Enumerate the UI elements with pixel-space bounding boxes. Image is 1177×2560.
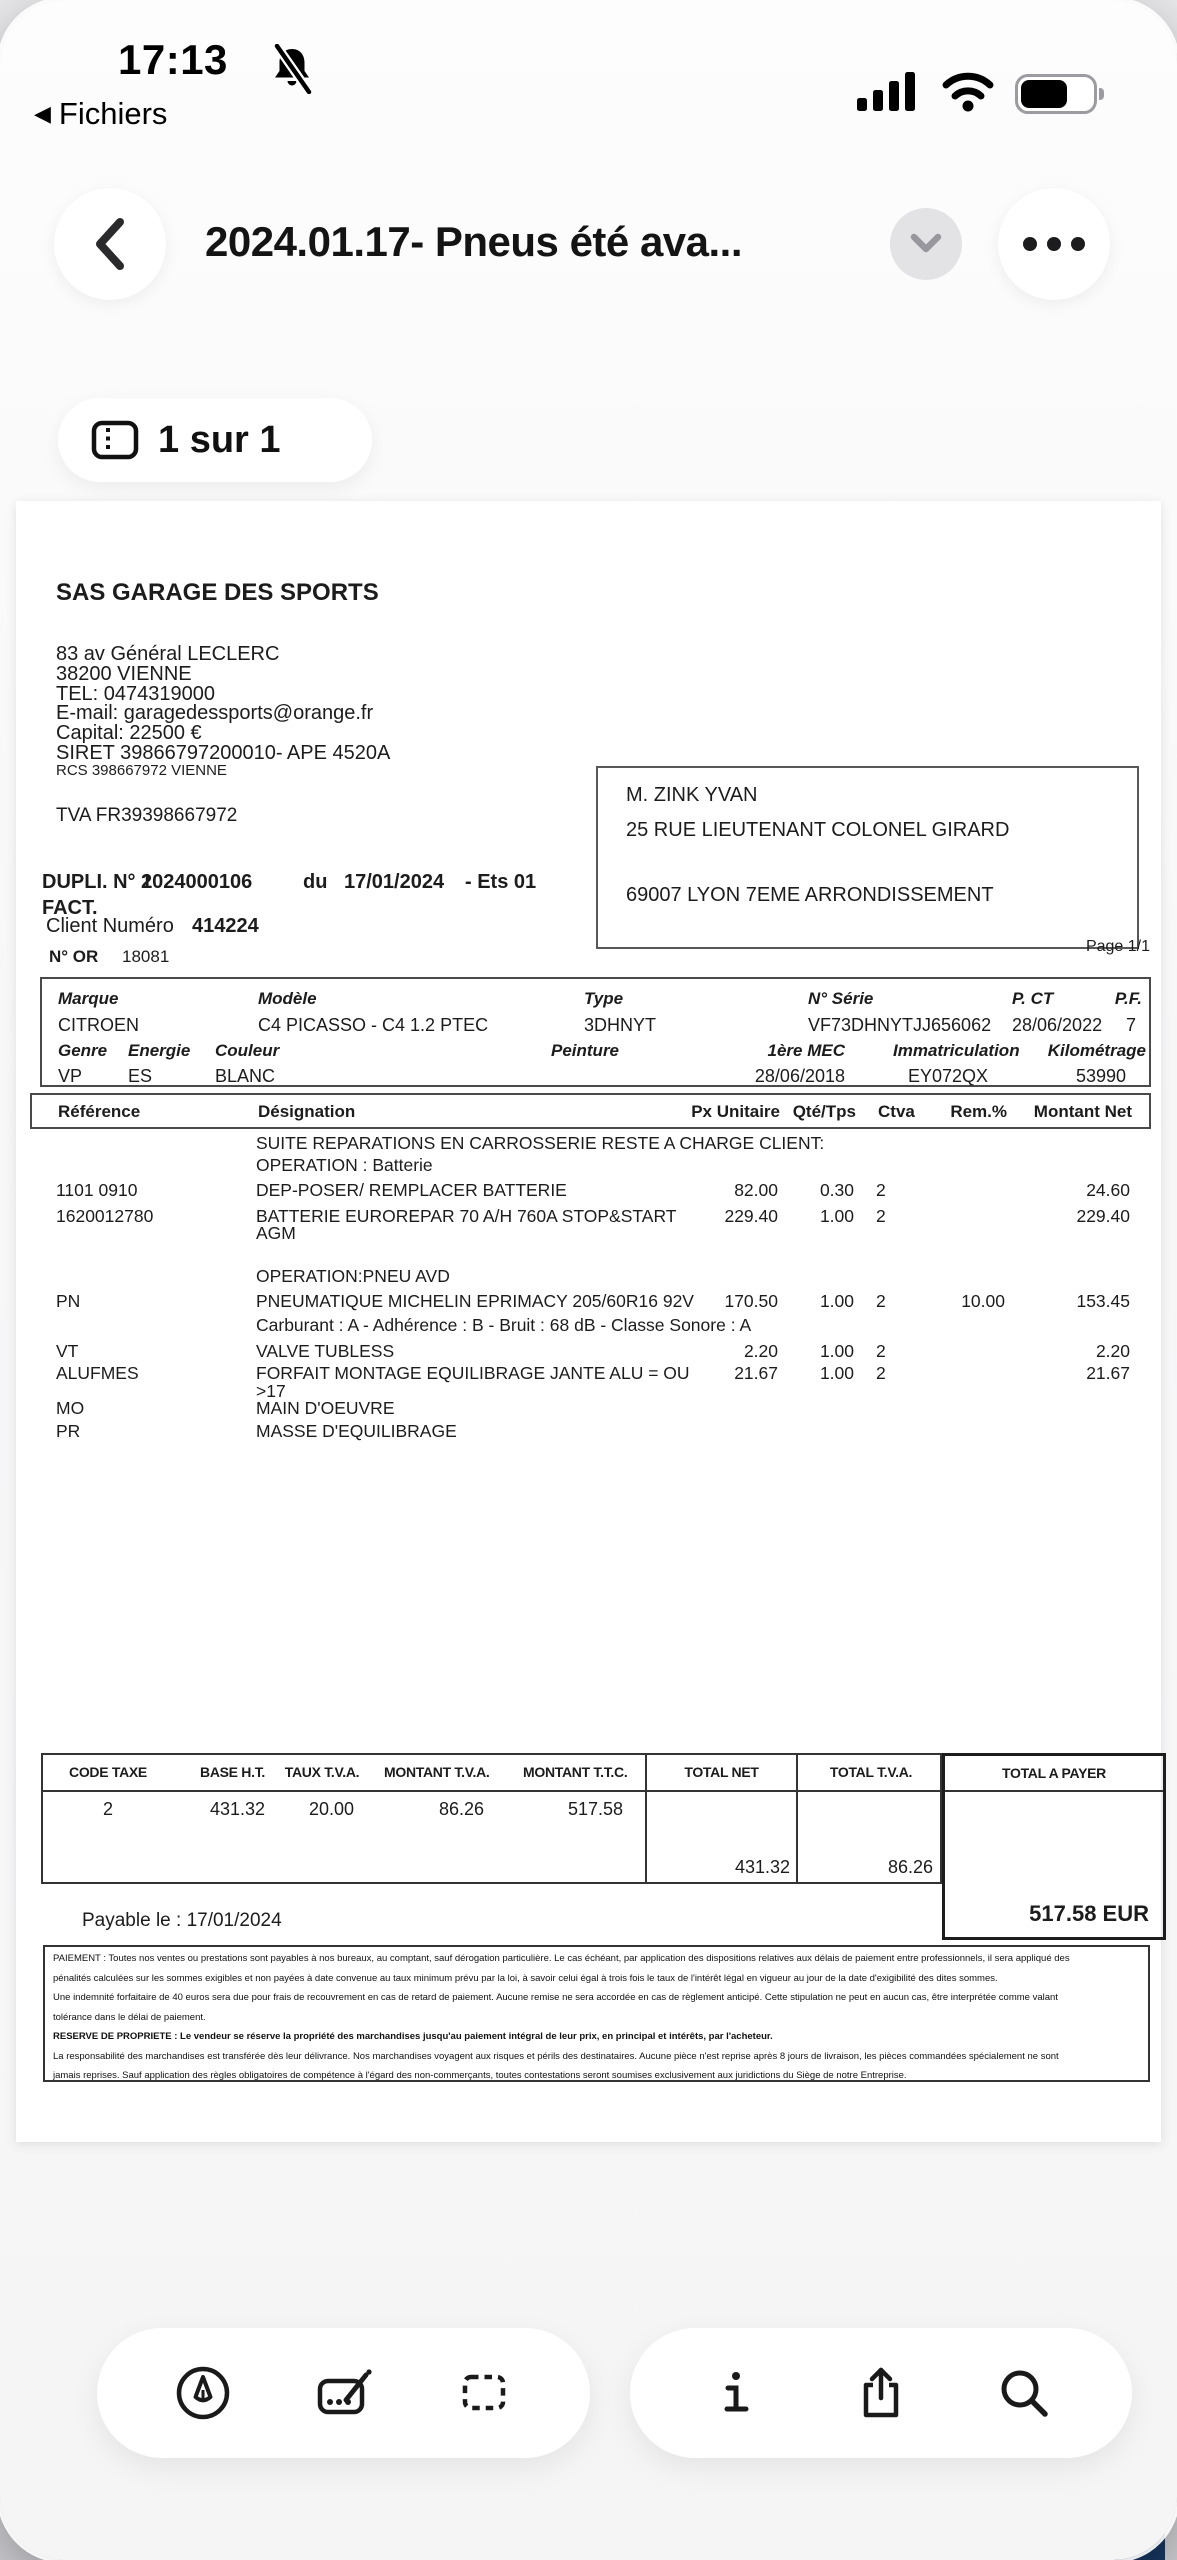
document-toolbar	[630, 2328, 1132, 2458]
client-number-value: 414224	[192, 915, 259, 937]
markup-toolbar	[97, 2328, 590, 2458]
vehicle-table: Marque Modèle Type N° Série P. CT P.F. CITROEN C4 PICASSO - C4 1.2 PTEC 3DHNYT VF73DHNYTJJ656062 28/06/2022 7 Genre Energie Couleur Peinture 1ère MEC Immatriculation Kilométrage VP ES BLANC 28/06/2018 EY072QX 53990	[40, 977, 1151, 1087]
info-button[interactable]	[703, 2358, 773, 2428]
or-value: 18081	[122, 947, 170, 966]
client-number-label: Client Numéro	[46, 915, 174, 937]
customer-street: 25 RUE LIEUTENANT COLONEL GIRARD	[626, 819, 1010, 841]
legal-terms: PAIEMENT : Toutes nos ventes ou prestations sont payables à nos bureaux, au comptant, sauf dérogation particulière. Le cas échéant, par application des dispositions relatives aux délais de paiement entre professionnels, il sera appliqué des pénalités calculées sur les sommes exigibles et non payées à date convenue au taux minimum prévu par la loi, à savoir celui égal à trois fois le taux de l'intérêt légal en vigueur au jour de la date d'exigibilité des dites sommes. Une indemnité forfaitaire de 40 euros sera due pour frais de recouvrement en cas de retard de paiement. Aucune remise ne sera accordée en cas de règlement anticipé. Cette stipulation ne peut en aucun cas, être interprétée comme valant tolérance dans le délai de paiement. RESERVE DE PROPRIETE : Le vendeur se réserve la propriété des marchandises jusqu'au paiement intégral de leur prix, en principal et intérêts, par l'acheteur. La responsabilité des marchandises est transférée dès leur délivrance. Nos marchandises voyagent aux risques et périls des destinataires. Aucune pièce n'est reprise après 8 jours de livraison, les pièces commandées spécialement ne sont jamais reprises. Sauf application des règles obligatoires de compétence à l'égard des non-commerçants, toutes contestations seront soumises exclusivement aux juridictions du Siège de notre Entreprise.	[43, 1945, 1150, 2082]
payable-date: Payable le : 17/01/2024	[82, 1910, 282, 1931]
cellular-signal-icon	[855, 70, 921, 117]
back-triangle-icon: ◀	[34, 101, 51, 126]
invoice-ets: - Ets 01	[465, 871, 537, 893]
chevron-left-icon	[88, 214, 132, 274]
invoice-dupli: DUPLI. N° 1	[42, 871, 153, 893]
customer-box	[596, 766, 1139, 949]
battery-icon	[1015, 74, 1097, 114]
wifi-icon	[939, 70, 997, 117]
more-button[interactable]	[998, 188, 1110, 300]
search-icon	[995, 2364, 1053, 2422]
items-table-header: Référence Désignation Px Unitaire Qté/Tps Ctva Rem.% Montant Net	[30, 1093, 1151, 1129]
bell-slash-icon	[268, 44, 316, 99]
dashed-selection-icon	[455, 2364, 513, 2422]
ellipsis-icon	[1023, 237, 1037, 251]
thumbnails-icon	[90, 419, 140, 461]
back-to-app[interactable]	[34, 96, 167, 132]
company-name: SAS GARAGE DES SPORTS	[56, 579, 379, 606]
company-tva: TVA FR39398667972	[56, 805, 238, 826]
status-time: 17:13	[118, 36, 228, 83]
share-button[interactable]	[846, 2358, 916, 2428]
company-address: 83 av Général LECLERC 38200 VIENNE TEL: 0474319000 E-mail: garagedessports@orange.fr Capital: 22500 € SIRET 39866797200010- APE 4520A	[56, 643, 391, 764]
invoice-date: 17/01/2024	[344, 871, 445, 893]
customer-city: 69007 LYON 7EME ARRONDISSEMENT	[626, 884, 994, 906]
search-button[interactable]	[989, 2358, 1059, 2428]
markup-pen-icon	[174, 2364, 232, 2422]
back-app-label: Fichiers	[58, 96, 168, 131]
total-a-payer-box: TOTAL A PAYER 517.58 EUR	[942, 1753, 1166, 1940]
company-rcs: RCS 398667972 VIENNE	[56, 762, 227, 779]
document-title: 2024.01.17- Pneus été ava...	[205, 218, 743, 265]
signature-icon	[314, 2364, 374, 2422]
or-label: N° OR	[49, 947, 99, 966]
invoice-fact: FACT.	[42, 897, 98, 919]
totals-table: CODE TAXE BASE H.T. TAUX T.V.A. MONTANT T.V.A. MONTANT T.T.C. TOTAL NET TOTAL T.V.A. 2 431.32 20.00 86.26 517.58 431.32 86.26	[41, 1753, 942, 1884]
customer-name: M. ZINK YVAN	[626, 784, 758, 806]
total-amount: 517.58 EUR	[1029, 1901, 1149, 1926]
markup-button[interactable]	[168, 2358, 238, 2428]
title-menu-button[interactable]	[890, 208, 962, 280]
invoice-du: du	[303, 871, 328, 893]
pdf-page[interactable]: SAS GARAGE DES SPORTS 83 av Général LECLERC 38200 VIENNE TEL: 0474319000 E-mail: garagedessports@orange.fr Capital: 22500 € SIRET 39866797200010- APE 4520A RCS 398667972 VIENNE TVA FR39398667972 M. ZINK YVAN 25 RUE LIEUTENANT COLONEL GIRARD 69007 LYON 7EME ARRONDISSEMENT DUPLI. N° 1 2024000106 du 17/01/2024 - Ets 01 FACT. Client Numéro 414224 N° OR 18081 Page 1/1 Marque Modèle Type N° Série P. CT P.F. CITROEN C4 PICASSO - C4 1.2 PTEC 3DHNYT VF73DHNYTJJ656062 28/06/2022 7 Genre Energie Couleur Peinture 1ère MEC Immatriculation Kilométrage VP ES BLANC 28/06/2018 EY072QX 53990 Référence Désignation Px Unitaire Qté/Tps Ctva Rem.% Montant Net SUITE REPARATIONS EN CARROSSERIE RESTE A CHARGE CLIENT: OPERATION : Batterie 1101 0910 DEP-POSER/ REMPLACER BATTERIE 82.00 0.30 2 24.60 1620012780 BATTERIE EUROREPAR 70 A/H 760A STOP&START 229.40 1.00 2 229.40 AGM OPERATION:PNEU AVD PN PNEUMATIQUE MICHELIN EPRIMACY 205/60R16 92V 170.50 1.00 2 10.00 153.45 Carburant : A - Adhérence : B - Bruit : 68 dB - Classe Sonore : A VT VALVE TUBLESS 2.20 1.00 2 2.20 ALUFMES FORFAIT MONTAGE EQUILIBRAGE JANTE ALU = OU 21.67 1.00 2 21.67 >17 MO MAIN D'OEUVRE PR MASSE D'EQUILIBRAGE CODE TAXE BASE H.T. TAUX T.V.A. MONTANT T.V.A. MONTANT T.T.C. TOTAL NET TOTAL T.V.A. 2 431.32 20.00 86.26 517.58 431.32 86.26 TOTAL A PAYER 517.58 EUR Payable le : 17/01/2024 PAIEMENT : Toutes nos ventes ou prestations sont payables à nos bureaux, au comptant, sauf dérogation particulière. Le cas échéant, par application des dispositions relatives aux délais de paiement entre professionnels, il sera appliqué des pénalités calculées sur les sommes exigibles et non payées à date convenue au taux minimum prévu par la loi, à savoir celui égal à trois fois le taux de l'intérêt légal en vigueur au jour de la date d'exigibilité des dites sommes. Une indemnité forfaitaire de 40 euros sera due pour frais de recouvrement en cas de retard de paiement. Aucune remise ne sera accordée en cas de règlement anticipé. Cette stipulation ne peut en aucun cas, être interprétée comme valant tolérance dans le délai de paiement. RESERVE DE PROPRIETE : Le vendeur se réserve la propriété des marchandises jusqu'au paiement intégral de leur prix, en principal et intérêts, par l'acheteur. La responsabilité des marchandises est transférée dès leur délivrance. Nos marchandises voyagent aux risques et périls des destinataires. Aucune pièce n'est reprise après 8 jours de livraison, les pièces commandées spécialement ne sont jamais reprises. Sauf application des règles obligatoires de compétence à l'égard des non-commerçants, toutes contestations seront soumises exclusivement aux juridictions du Siège de notre Entreprise.	[16, 501, 1161, 2142]
info-icon	[709, 2364, 767, 2422]
share-icon	[852, 2364, 910, 2422]
chevron-down-icon	[909, 232, 943, 256]
page-indicator[interactable]	[58, 398, 372, 482]
page-number: Page 1/1	[1085, 938, 1150, 955]
invoice-number: 2024000106	[141, 871, 253, 893]
back-button[interactable]	[54, 188, 166, 300]
select-area-button[interactable]	[449, 2358, 519, 2428]
fill-sign-button[interactable]	[309, 2358, 379, 2428]
page-indicator-label: 1 sur 1	[158, 418, 281, 461]
